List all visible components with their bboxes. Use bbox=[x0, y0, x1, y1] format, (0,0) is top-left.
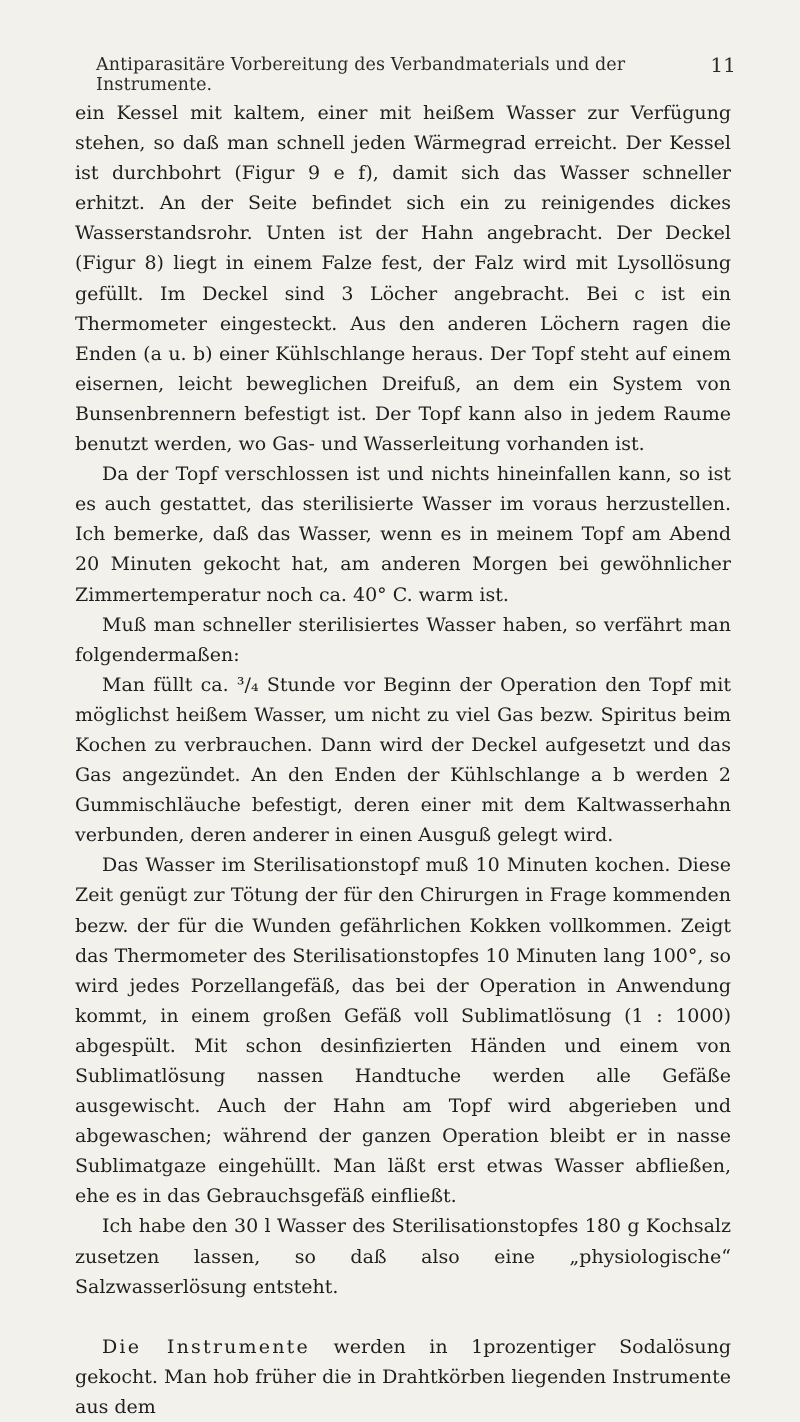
paragraph: Muß man schneller sterilisiertes Wasser haben, so verfährt man folgendermaßen: bbox=[75, 613, 731, 666]
spaced-emphasis: Die Instrumente bbox=[102, 1335, 310, 1358]
running-header bbox=[96, 55, 736, 95]
paragraph-instruments bbox=[75, 1332, 731, 1422]
paragraph: Man füllt ca. ³/₄ Stunde vor Beginn der Operation den Topf mit möglichst heißem Wasser, um nicht zu viel Gas bezw. Spiritus beim Kochen zu verbrauchen. Dann wird der Deckel aufgesetzt und das Gas angezündet. An den Enden der Kühlschlange a b werden 2 Gummischläuche befestigt, deren einer mit dem Kaltwasserhahn verbunden, deren anderer in einen Ausguß gelegt wird. bbox=[75, 673, 731, 847]
body-text bbox=[75, 98, 731, 1422]
paragraph: ein Kessel mit kaltem, einer mit heißem Wasser zur Verfügung stehen, so daß man schnell jeden Wärmegrad erreicht. Der Kessel ist durchbohrt (Figur 9 e f), damit sich das Wasser schneller erhitzt. An der Seite befindet sich ein zu reinigendes dickes Wasserstandsrohr. Unten ist der Hahn angebracht. Der Deckel (Figur 8) liegt in einem Falze fest, der Falz wird mit Lysollösung gefüllt. Im Deckel sind 3 Löcher angebracht. Bei c ist ein Thermometer eingesteckt. Aus den anderen Löchern ragen die Enden (a u. b) einer Kühlschlange heraus. Der Topf steht auf einem eisernen, leicht beweglichen Dreifuß, an dem ein System von Bunsenbrennern befestigt ist. Der Topf kann also in jedem Raume benutzt werden, wo Gas- und Wasserleitung vorhanden ist. bbox=[75, 102, 731, 456]
paragraph-text: werden in 1prozentiger Sodalösung gekocht. Man hob früher die in Drahtkörben liegenden Instrumente aus dem bbox=[75, 1335, 732, 1418]
paragraph: Ich habe den 30 l Wasser des Sterilisationstopfes 180 g Kochsalz zusetzen lassen, so daß also eine „physiologische“ Salzwasserlösung entsteht. bbox=[75, 1215, 731, 1298]
page-number: 11 bbox=[710, 53, 736, 77]
running-title: Antiparasitäre Vorbereitung des Verbandmaterials und der Instrumente. bbox=[96, 55, 626, 95]
paragraph: Da der Topf verschlossen ist und nichts hineinfallen kann, so ist es auch gestattet, das sterilisierte Wasser im voraus herzustellen. Ich bemerke, daß das Wasser, wenn es in meinem Topf am Abend 20 Minuten gekocht hat, am anderen Morgen bei gewöhnlicher Zimmertemperatur noch ca. 40° C. warm ist. bbox=[75, 463, 731, 606]
paragraph: Das Wasser im Sterilisationstopf muß 10 Minuten kochen. Diese Zeit genügt zur Tötung der für den Chirurgen in Frage kommenden bezw. der für die Wunden gefährlichen Kokken vollkommen. Zeigt das Thermometer des Sterilisationstopfes 10 Minuten lang 100°, so wird jedes Porzellangefäß, das bei der Operation in Anwendung kommt, in einem großen Gefäß voll Sublimatlösung (1 : 1000) abgespült. Mit schon desinfizierten Händen und einem von Sublimatlösung nassen Handtuche werden alle Gefäße ausgewischt. Auch der Hahn am Topf wird abgerieben und abgewaschen; während der ganzen Operation bleibt er in nasse Sublimatgaze eingehüllt. Man läßt erst etwas Wasser abfließen, ehe es in das Gebrauchsgefäß einfließt. bbox=[75, 854, 731, 1208]
